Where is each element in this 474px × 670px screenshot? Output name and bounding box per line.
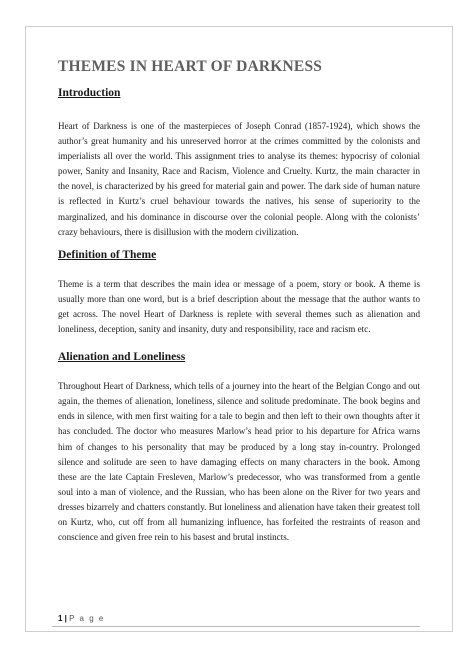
section-heading-introduction: Introduction — [58, 87, 121, 99]
page-number: 1 — [58, 614, 63, 623]
page-label: P a g e — [69, 614, 105, 623]
section-heading-definition: Definition of Theme — [58, 248, 157, 261]
footer-divider — [52, 626, 420, 627]
section-body-definition: Theme is a term that describes the main idea or message of a poem, story or book. A theme is usually more than one word, but is a brief description about the message that the author wants to get across. The novel Heart of Darkness is replete with several themes such as alienation and loneliness, deception, sanity and insanity, duty and responsibility, race and racism etc. — [58, 278, 420, 335]
page-footer — [58, 614, 105, 623]
section-body-introduction: Heart of Darkness is one of the masterpieces of Joseph Conrad (1857-1924), which shows the author’s great humanity and his unreserved horror at the crimes committed by the colonists and imperialists all over the world. This assignment tries to analyse its themes: hypocrisy of colonial power, Sanity and Insanity, Race and Racism, Violence and Cruelty. Kurtz, the main character in the novel, is characterized by his greed for material gain and power. The dark side of human nature is reflected in Kurtz’s cruel behaviour towards the natives, his sense of superiority to the marginalized, and his dominance in discourse over the colonial people. Along with the colonists’ crazy behaviours, there is disillusion with the modern civilization. — [58, 121, 420, 237]
document-title: THEMES IN HEART OF DARKNESS — [58, 58, 323, 75]
page-separator: | — [62, 614, 70, 623]
section-heading-alienation: Alienation and Loneliness — [58, 351, 186, 364]
section-body-alienation: Throughout Heart of Darkness, which tells of a journey into the heart of the Belgian Congo and out again, the themes of alienation, loneliness, silence and solitude predominate. The book begins and ends in silence, with men first waiting for a tale to begin and then left to their own thoughts after it has concluded. The doctor who measures Marlow’s head prior to his departure for Africa warns him of changes to his personality that may be produced by a long stay in-country. Prolonged silence and solitude are seen to have damaging effects on many characters in the book. Among these are the late Captain Fresleven, Marlow’s predecessor, who was transformed from a gentle soul into a man of violence, and the Russian, who has been alone on the River for two years and dresses bizarrely and chatters constantly. But loneliness and alienation have taken their greatest toll on Kurtz, who, cut off from all humanizing influence, has forfeited the restraints of reason and conscience and given free rein to his basest and brutal instincts. — [58, 381, 420, 543]
page-content — [58, 58, 420, 545]
